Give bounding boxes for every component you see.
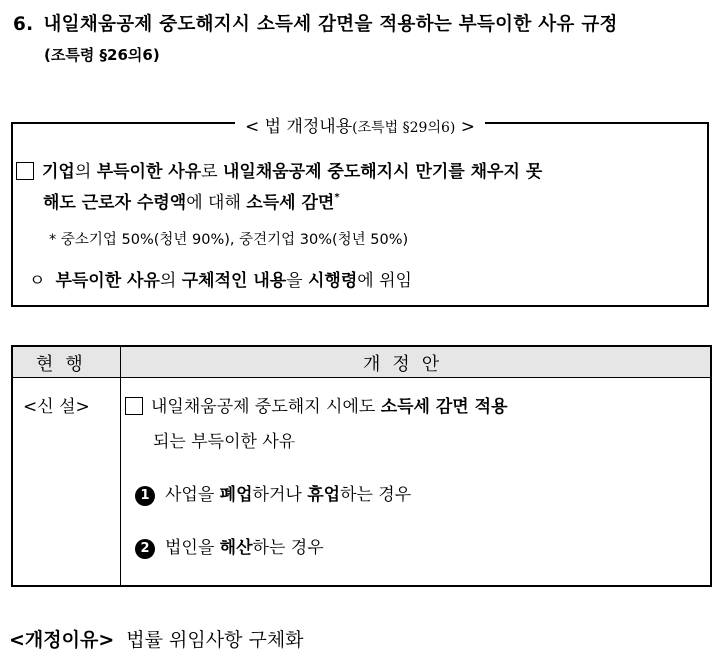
checkbox-square-icon [125,397,143,415]
current-cell: <신 설> [23,397,90,417]
law-para2: ㅇ 부득이한 사유의 구체적인 내용을 시행령에 위임 [29,271,412,291]
proposed-line1: 내일채움공제 중도해지 시에도 소득세 감면 적용 [125,392,508,417]
law-para1-line1: 기업의 부득이한 사유로 내일채움공제 중도해지시 만기를 채우지 못 [16,157,542,182]
law-amendment-box [11,117,709,307]
number-2-icon: 2 [135,539,155,559]
checkbox-square-icon [16,162,34,180]
reason-label: <개정이유> [9,629,115,651]
reason-text: 법률 위임사항 구체화 [126,629,304,651]
legal-reference: (조특령 §26의6) [44,46,160,64]
comparison-table [11,345,712,587]
number-1-icon: 1 [135,486,155,506]
column-divider [120,347,121,585]
amendment-reason [9,625,304,652]
law-box-title: < 법 개정내용(조특법 §29의6) > [13,112,707,137]
header-proposed: 개정안 [363,354,452,375]
circle-bullet-marker: ㅇ [29,271,46,291]
header-current: 현행 [36,354,95,375]
proposed-item-1: 1 사업을 폐업하거나 휴업하는 경우 [135,480,411,506]
section-title: 내일채움공제 중도해지시 소득세 감면을 적용하는 부득이한 사유 규정 [43,14,618,35]
law-box-title-ref: (조특법 §29의6) [352,120,456,136]
law-footnote: * 중소기업 50%(청년 90%), 중견기업 30%(청년 50%) [49,232,409,248]
proposed-line2: 되는 부득이한 사유 [153,432,296,452]
section-heading [13,10,618,36]
table-header-row [13,347,710,378]
section-number: 6. [13,14,34,35]
proposed-item-2: 2 법인을 해산하는 경우 [135,533,324,559]
law-para1-line2: 해도 근로자 수령액에 대해 소득세 감면* [43,192,340,213]
